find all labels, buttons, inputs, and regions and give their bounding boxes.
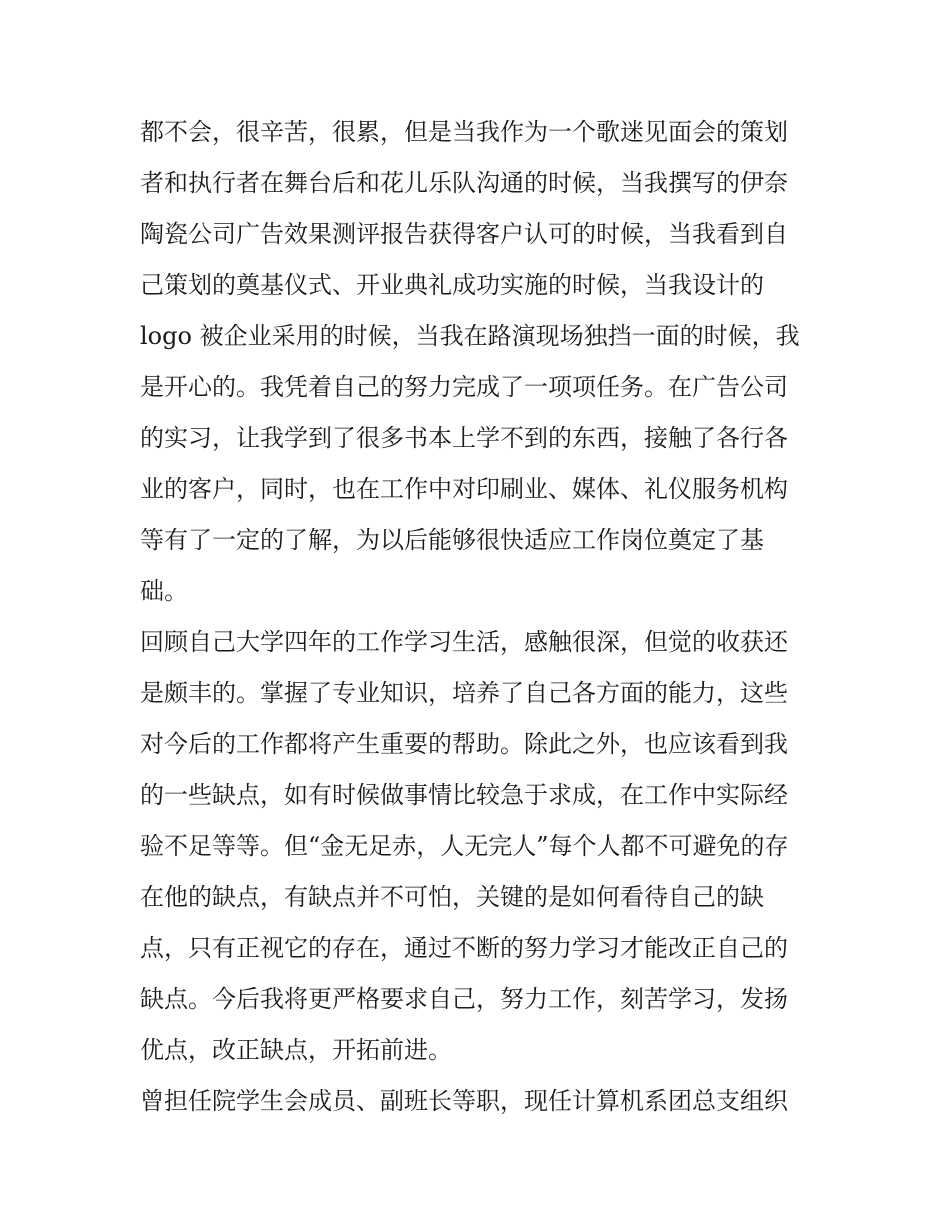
paragraph-2	[140, 617, 816, 1076]
text-line: 对今后的工作都将产生重要的帮助。除此之外，也应该看到我	[140, 730, 788, 758]
text-line: 业的客户，同时，也在工作中对印刷业、媒体、礼仪服务机构	[140, 475, 788, 503]
text-line: 曾担任院学生会成员、副班长等职，现任计算机系团总支组织	[140, 1087, 788, 1115]
text-line: 验不足等等。但“金无足赤，人无完人”每个人都不可避免的存	[140, 832, 789, 860]
text-line: 优点，改正缺点，开拓前进。	[140, 1036, 452, 1064]
text-line: 在他的缺点，有缺点并不可怕，关键的是如何看待自己的缺	[140, 883, 764, 911]
paragraph-1	[140, 107, 816, 617]
text-line: 是开心的。我凭着自己的努力完成了一项项任务。在广告公司	[140, 373, 788, 401]
text-line: 等有了一定的了解，为以后能够很快适应工作岗位奠定了基	[140, 526, 764, 554]
text-line: 回顾自己大学四年的工作学习生活，感触很深，但觉的收获还	[140, 628, 788, 656]
text-line: 的一些缺点，如有时候做事情比较急于求成，在工作中实际经	[140, 781, 788, 809]
text-line: 缺点。今后我将更严格要求自己，努力工作，刻苦学习，发扬	[140, 985, 788, 1013]
text-line: 点，只有正视它的存在，通过不断的努力学习才能改正自己的	[140, 934, 788, 962]
text-line: 者和执行者在舞台后和花儿乐队沟通的时候，当我撰写的伊奈	[140, 169, 788, 197]
text-line: 都不会，很辛苦，很累，但是当我作为一个歌迷见面会的策划	[140, 118, 788, 146]
text-line: 己策划的奠基仪式、开业典礼成功实施的时候，当我设计的	[140, 271, 764, 299]
text-line: 础。	[140, 577, 188, 605]
text-line: 陶瓷公司广告效果测评报告获得客户认可的时候，当我看到自	[140, 220, 788, 248]
document-body	[140, 107, 816, 1127]
text-line: 的实习，让我学到了很多书本上学不到的东西，接触了各行各	[140, 424, 788, 452]
paragraph-3	[140, 1076, 816, 1127]
text-line: logo 被企业采用的时候，当我在路演现场独挡一面的时候，我	[140, 322, 800, 350]
text-line: 是颇丰的。掌握了专业知识，培养了自己各方面的能力，这些	[140, 679, 788, 707]
